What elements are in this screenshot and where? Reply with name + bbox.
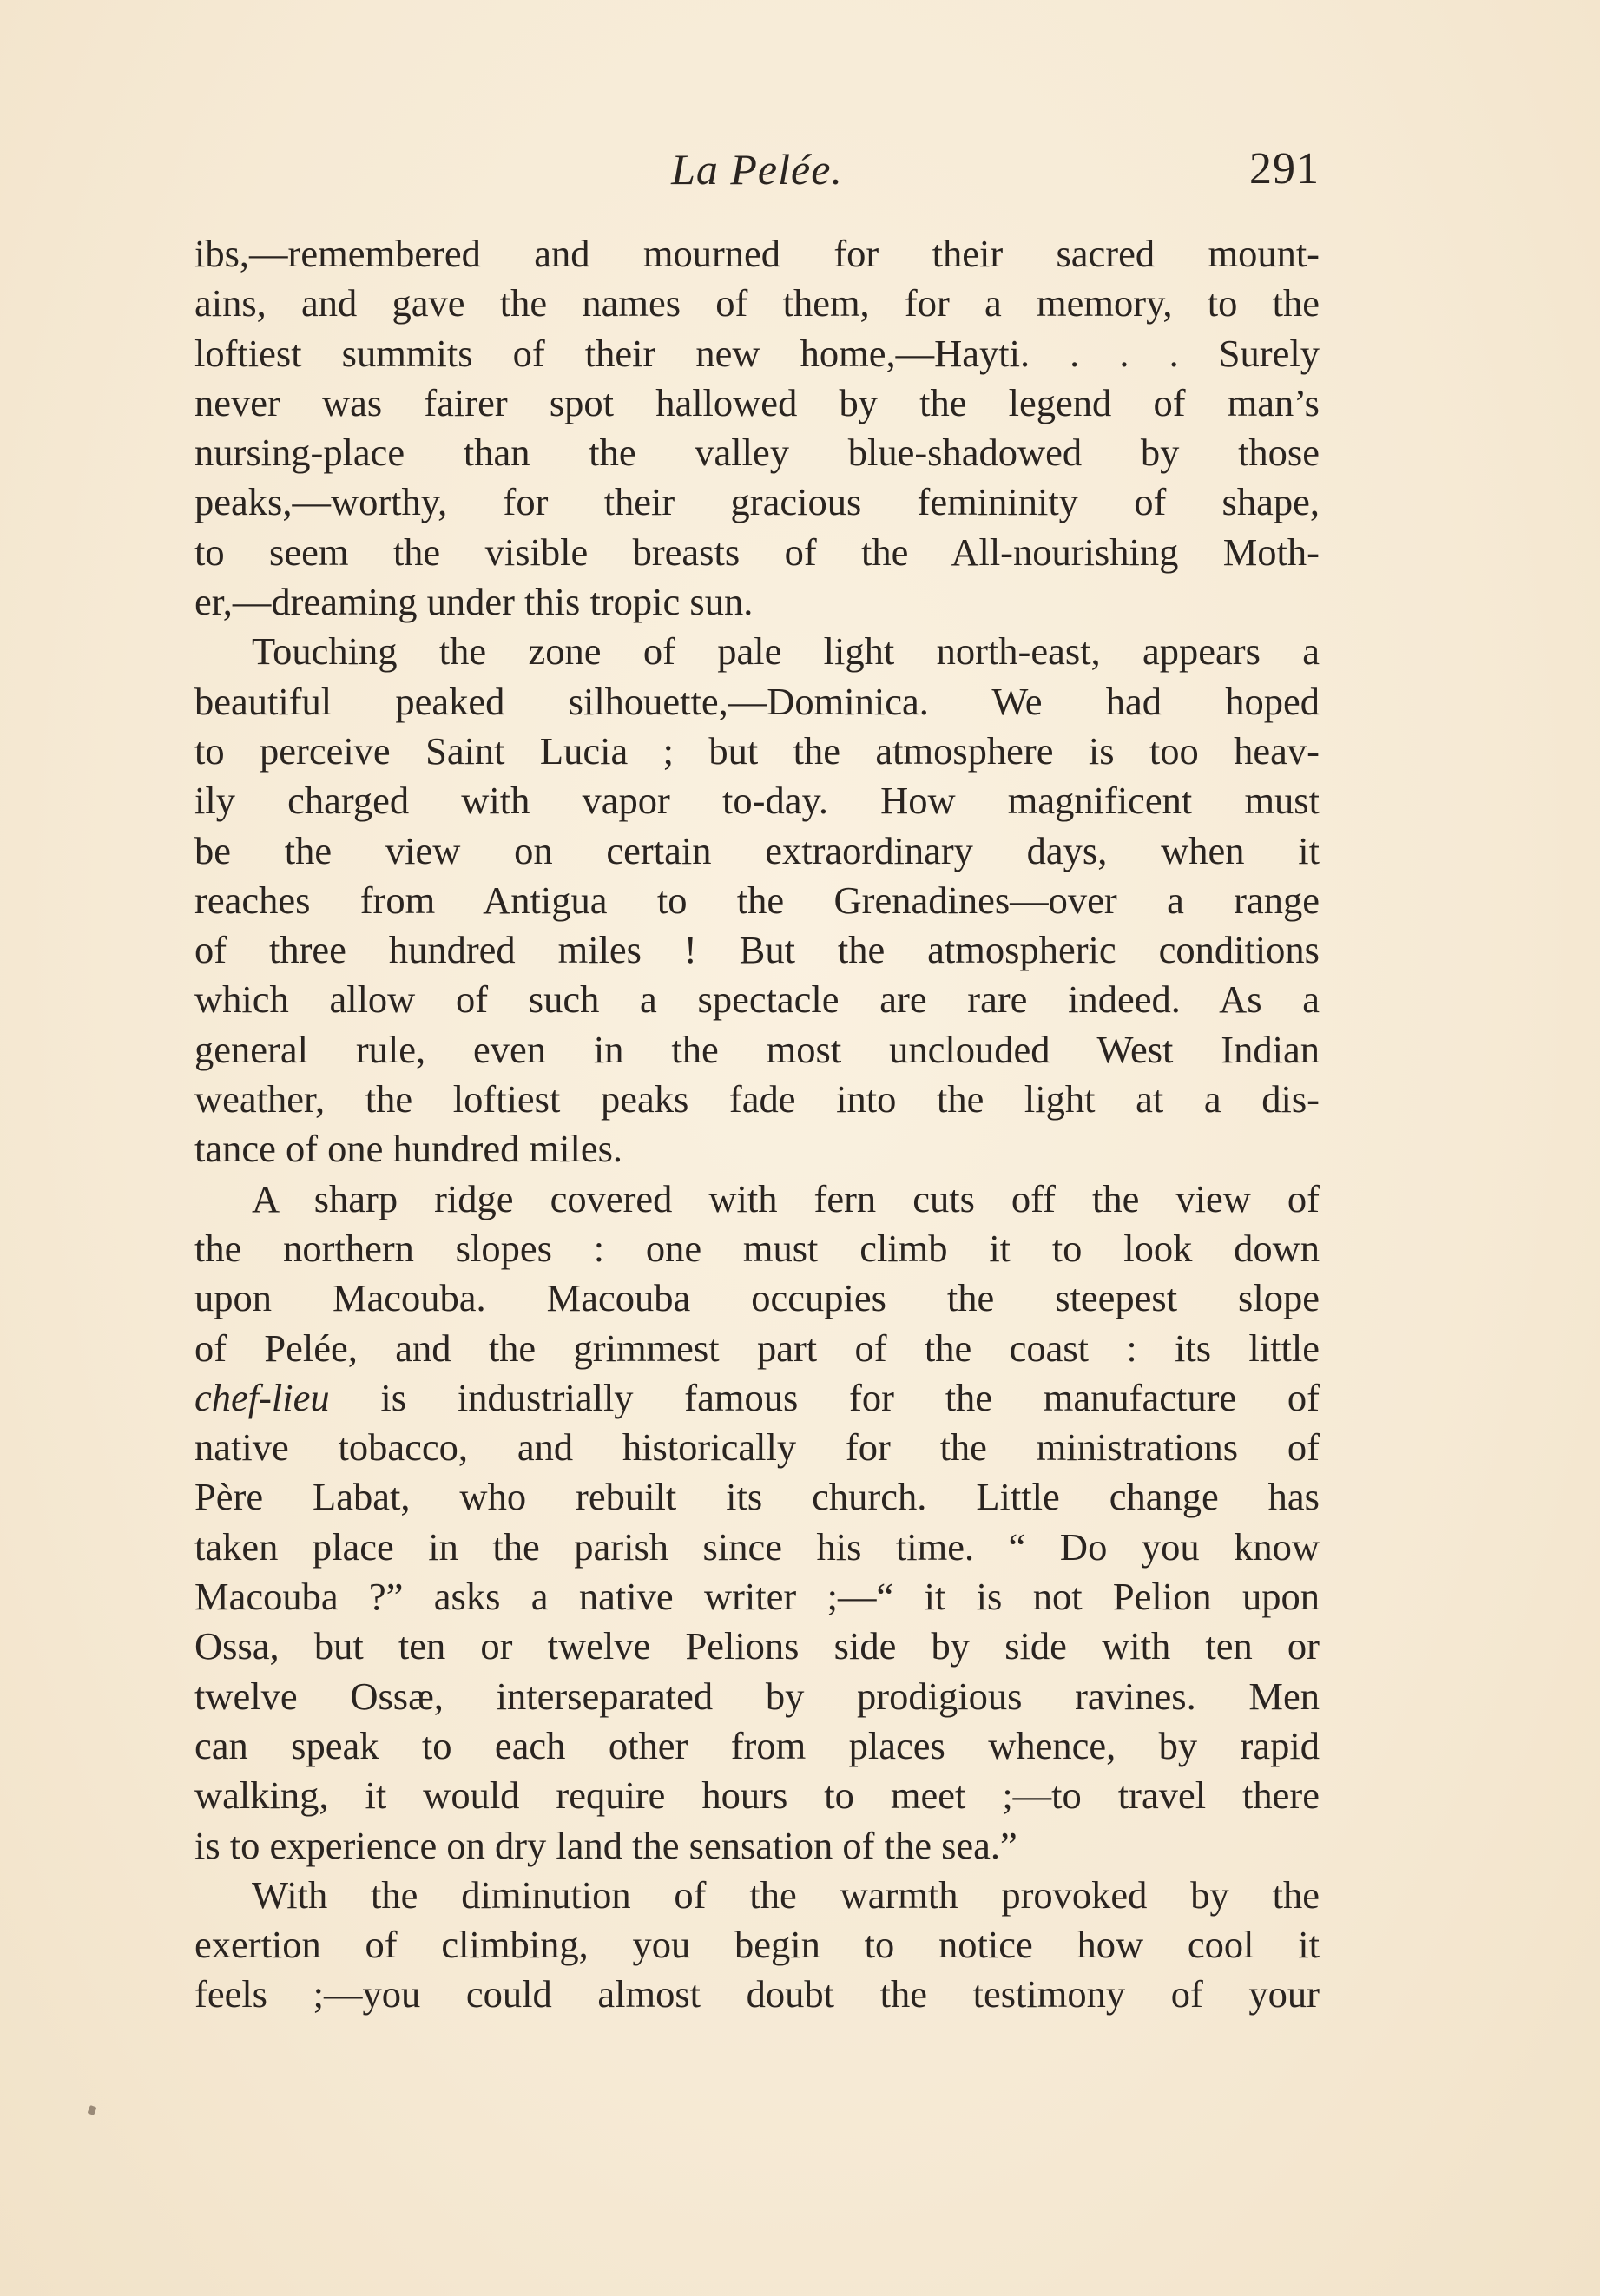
text-line: feels ;—you could almost doubt the testimony of your: [194, 1972, 1320, 2016]
paragraph-4: [194, 1871, 1320, 2020]
text-line: Père Labat, who rebuilt its church. Little change has: [194, 1475, 1320, 1519]
text-line: With the diminution of the warmth provoked by the: [252, 1872, 1320, 1917]
text-line: twelve Ossæ, interseparated by prodigious ravines. Men: [194, 1674, 1320, 1718]
text-line: to seem the visible breasts of the All-nourishing Moth-: [194, 530, 1320, 574]
text-line: general rule, even in the most unclouded West Indian: [194, 1027, 1320, 1071]
text-line-italic-lead: [194, 1373, 1320, 1423]
italic-term: chef-lieu: [194, 1375, 330, 1419]
text-line: upon Macouba. Macouba occupies the steepest slope: [194, 1276, 1320, 1320]
text-line: Macouba ?” asks a native writer ;—“ it is not Pelion upon: [194, 1575, 1320, 1619]
text-line: ains, and gave the names of them, for a memory, to the: [194, 281, 1320, 326]
text-line: tance of one hundred miles.: [194, 1127, 623, 1171]
text-line: of Pelée, and the grimmest part of the coast : its little: [194, 1326, 1320, 1370]
text-line: the northern slopes : one must climb it to look down: [194, 1226, 1320, 1270]
text-line: be the view on certain extraordinary days, when it: [194, 828, 1320, 872]
text-line: ibs,—remembered and mourned for their sacred mount-: [194, 232, 1320, 275]
text-line: of three hundred miles ! But the atmospheric conditions: [194, 928, 1320, 972]
page-header: [194, 139, 1320, 208]
paragraph-1: [194, 229, 1320, 627]
text-line: exertion of climbing, you begin to notice how cool it: [194, 1923, 1320, 1967]
running-title: La Pelée.: [671, 145, 843, 194]
text-line: nursing-place than the valley blue-shadowed by those: [194, 431, 1320, 475]
page-number: 291: [1249, 144, 1320, 194]
text-line: taken place in the parish since his time. “ Do you know: [194, 1524, 1320, 1569]
text-line: walking, it would require hours to meet ;—to travel there: [194, 1773, 1320, 1818]
text-line: reaches from Antigua to the Grenadines—over a range: [194, 878, 1320, 922]
text-line-rest: is industrially famous for the manufacture of: [380, 1375, 1320, 1419]
text-line: peaks,—worthy, for their gracious femininity of shape,: [194, 480, 1320, 524]
text-line: loftiest summits of their new home,—Hayti. . . . Surely: [194, 331, 1320, 375]
text-line: is to experience on dry land the sensation of the sea.”: [194, 1823, 1017, 1867]
text-line: to perceive Saint Lucia ; but the atmosphere is too heav-: [194, 728, 1320, 773]
paragraph-3: [194, 1174, 1320, 1871]
text-line: Touching the zone of pale light north-east, appears a: [252, 629, 1320, 674]
text-line: native tobacco, and historically for the ministrations of: [194, 1425, 1320, 1470]
text-line: A sharp ridge covered with fern cuts off the view of: [252, 1176, 1320, 1220]
body-text: [194, 229, 1320, 2020]
text-line: can speak to each other from places whence, by rapid: [194, 1723, 1320, 1767]
text-line: which allow of such a spectacle are rare indeed. As a: [194, 977, 1320, 1022]
text-line: weather, the loftiest peaks fade into the light at a dis-: [194, 1077, 1320, 1122]
ink-speck: [88, 2105, 97, 2115]
paragraph-2: [194, 627, 1320, 1174]
text-line: beautiful peaked silhouette,—Dominica. We had hoped: [194, 679, 1320, 723]
text-line: er,—dreaming under this tropic sun.: [194, 580, 754, 624]
text-line: Ossa, but ten or twelve Pelions side by side with ten or: [194, 1624, 1320, 1668]
text-line: never was fairer spot hallowed by the legend of man’s: [194, 380, 1320, 424]
text-line: ily charged with vapor to-day. How magnificent must: [194, 779, 1320, 823]
